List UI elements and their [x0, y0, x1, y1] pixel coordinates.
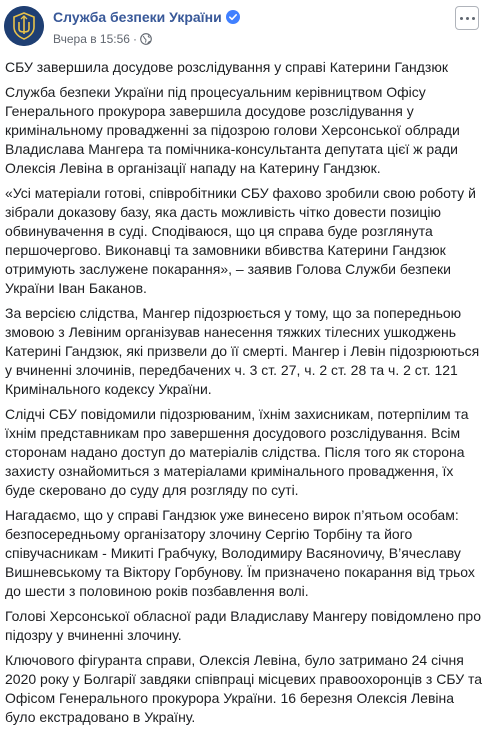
- post-paragraph: Голові Херсонської обласної ради Владиславу Мангеру повідомлено про підозру у вчиненні злочину.: [5, 608, 481, 643]
- more-dot-icon: [466, 17, 469, 20]
- page-avatar[interactable]: [4, 6, 44, 46]
- more-dot-icon: [472, 17, 475, 20]
- post-paragraph: Ключового фігуранта справи, Олексія Левіна, було затримано 24 січня 2020 року у Болгарії завдяки співпраці місцевих правоохоронців з СБУ та Офісом Генерального прокурора України. 16 березня Олексія Левіна було екстрадовано в Україну.: [5, 652, 483, 725]
- post-meta: [53, 32, 152, 46]
- post-paragraph: Слідчі СБУ повідомили підозрюваним, їхнім захисникам, потерпілим та їхнім представникам про завершення досудового розслідування. Всім сторонам надано доступ до матеріалів слідства. Після того як сторона захисту ознайомиться з матеріалами кримінального провадження, їх буде скеровано до суду для розгляду по суті.: [5, 406, 469, 498]
- globe-icon[interactable]: [140, 33, 152, 45]
- post-paragraph: За версією слідства, Мангер підозрюється у тому, що за попередньою змовою з Левіним організував нанесення тяжких тілесних ушкоджень Катерині Гандзюк, які призвели до її смерті. Мангер і Левін підозрюються у вчиненні злочинів, передбачених ч. 3 ст. 27, ч. 2 ст. 28 та ч. 2 ст. 121 Кримінального кодексу України.: [5, 305, 480, 397]
- meta-separator: ·: [132, 32, 137, 46]
- more-options-button[interactable]: [455, 6, 479, 30]
- post-body: [5, 58, 482, 733]
- post-paragraph: «Усі матеріали готові, співробітники СБУ фахово зробили свою роботу й зібрали доказову базу, яка дасть можливість чітко довести позицію обвинувачення в суді. Сподіваюся, що ця справа буде розглянута першочергово. Виконавці та замовники вбивства Катерини Гандзюк отримують заслужене покарання», – заявив Голова Служби безпеки України Іван Баканов.: [5, 185, 476, 296]
- ssu-emblem-icon: [4, 6, 44, 46]
- post-paragraph: Служба безпеки України під процесуальним керівництвом Офісу Генерального прокурора завершила досудове розслідування у кримінальному провадженні за підозрою голови Херсонської облради Владислава Мангера та помічника-консультанта депутата цієї ж ради Олексія Левіна в організації нападу на Катерину Гандзюк.: [5, 84, 460, 176]
- post-paragraph: СБУ завершила досудове розслідування у справі Катерини Гандзюк: [5, 59, 448, 75]
- post-paragraph: Нагадаємо, що у справі Гандзюк уже винесено вирок п’ятьом особам: безпосередньому організатору злочину Сергію Торбіну та його співучасникам - Микиті Грабчуку, Володимиру Васянovичу, В’ячеславу Вишневському та Віктору Горбунову. Їм призначено покарання від трьох до шести з половиною років позбавлення волі.: [5, 507, 475, 599]
- post-header: [0, 0, 486, 58]
- post-timestamp[interactable]: Вчера в 15:56: [53, 32, 130, 46]
- more-dot-icon: [460, 17, 463, 20]
- page-name-link[interactable]: [53, 9, 240, 25]
- page-name-text[interactable]: Служба безпеки України: [53, 9, 222, 25]
- verified-badge-icon: [226, 10, 240, 24]
